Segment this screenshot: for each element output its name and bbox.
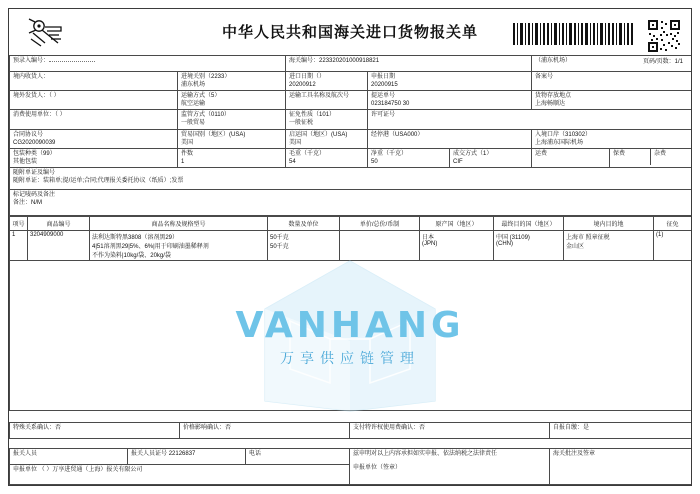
row-entry-numbers <box>10 56 692 72</box>
cell-item-price <box>340 230 420 260</box>
exempt-nature-label: 征免性质（101） <box>289 112 336 119</box>
cell-trade-country <box>178 129 286 148</box>
cell-goods-place <box>532 91 692 110</box>
bill-no-value: 023184750 30 <box>371 101 410 108</box>
cell-pieces <box>178 148 286 167</box>
items-blank-area <box>10 260 692 410</box>
pieces-value: 1 <box>181 158 185 165</box>
cell-special-relation: 特殊关系确认：否 <box>10 423 180 439</box>
cell-pre-entry-no <box>10 56 286 72</box>
row-contract <box>10 129 692 148</box>
transport-mode-value: 航空运输 <box>181 101 206 108</box>
cell-entry-customs <box>178 72 286 91</box>
cell-origin-country <box>286 129 368 148</box>
gross-weight-label: 毛重（千克） <box>289 150 326 157</box>
transit-port-label: 经停港（USA000） <box>371 131 424 138</box>
supervise-mode-value: 一般贸易 <box>181 120 206 127</box>
phone-label: 电话 <box>249 451 262 457</box>
declare-date-label: 申报日期 <box>371 74 396 80</box>
cell-transit-port <box>368 129 532 148</box>
cell-customs-seal <box>550 449 692 485</box>
declare-unit-value: （ ）万享进贸通（上海）报关有限公司 <box>38 467 143 473</box>
marks-label: 标记唛码及备注 <box>13 191 56 198</box>
item-qty-line1: 50千克 <box>270 234 289 241</box>
watermark-sub-text: 万享供应链管理 <box>279 351 420 367</box>
cell-declarant <box>10 449 128 465</box>
consignee-label: 境内收货人： <box>13 74 50 80</box>
overseas-shipper-label: 境外发货人：（ ） <box>13 93 60 100</box>
col-qty-unit: 数量及单位 <box>268 216 340 230</box>
cell-exempt-nature <box>286 110 368 129</box>
cell-gross-weight <box>286 148 368 167</box>
gross-weight-value: 54 <box>289 158 296 165</box>
cell-declare-unit <box>10 465 350 485</box>
cell-import-date <box>286 72 368 91</box>
cell-net-weight <box>368 148 450 167</box>
cell-transport-mode <box>178 91 286 110</box>
cell-overseas-shipper <box>10 91 178 110</box>
cell-vessel <box>286 91 368 110</box>
remark-value: 备注：N/M <box>13 200 42 207</box>
item-origin-line2: (JPN) <box>422 240 438 247</box>
col-domestic-dest: 境内目的地 <box>564 216 654 230</box>
row-overseas-shipper <box>10 91 692 110</box>
item-name-line2: 4|51溶剂黑29|5%、6%|用于印刷油墨稀释剂 <box>92 243 209 250</box>
items-empty-space <box>10 260 692 410</box>
import-date-value: 20200912 <box>289 82 316 89</box>
cell-declarant-cert <box>128 449 246 465</box>
package-type-value: 其他包装 <box>13 158 38 165</box>
qr-code-icon <box>647 19 681 53</box>
vessel-label: 运输工具名称及航次号 <box>289 93 350 100</box>
statement-text: 兹申明对以上内容承担如实申报、依法纳税之法律责任 <box>353 451 498 457</box>
col-tax: 征免 <box>654 216 692 230</box>
origin-country-label: 启运国（地区）(USA) <box>289 131 348 138</box>
customs-no-label: 海关编号： <box>289 58 320 64</box>
cell-attachments <box>10 167 692 189</box>
cell-misc <box>651 149 692 165</box>
cell-contract-no <box>10 129 178 148</box>
cell-royalty: 支付特许权使用费确认：否 <box>350 423 550 439</box>
watermark-main-text: VANHANG <box>235 305 465 346</box>
item-origin-line1: 日本 <box>422 234 435 241</box>
origin-country-value: 美国 <box>289 139 302 146</box>
transport-mode-label: 运输方式（5） <box>181 93 221 100</box>
col-dest: 最终目的国（地区） <box>494 216 564 230</box>
net-weight-label: 净重（千克） <box>371 150 408 157</box>
col-origin: 原产国（地区） <box>420 216 494 230</box>
cell-consumer-unit <box>10 110 178 129</box>
barcode <box>513 23 633 45</box>
net-weight-value: 50 <box>371 158 378 165</box>
declarant-cert-value: 22126837 <box>168 451 196 457</box>
declaration-form <box>8 8 692 486</box>
items-table <box>9 216 692 411</box>
cell-insurance-misc <box>610 148 692 167</box>
cell-marks-remarks <box>10 189 692 215</box>
supervise-mode-label: 监管方式（0110） <box>181 112 230 119</box>
cell-trade-term <box>450 148 532 167</box>
cell-bill-no <box>368 91 532 110</box>
item-domestic-line1: 上海市 照章征税 <box>566 234 610 241</box>
cell-consignee <box>10 72 178 91</box>
entry-port-value: 上海浦东国际机场 <box>535 139 584 146</box>
confirmations-table <box>9 422 692 439</box>
bill-no-label: 提运单号 <box>371 93 396 100</box>
col-price: 单价/总价/币制 <box>340 216 420 230</box>
declare-date-value: 20200915 <box>371 82 398 89</box>
pre-entry-no-value <box>49 61 95 62</box>
attachments-label: 随附单证及编号 <box>13 169 56 176</box>
cell-record-no <box>532 72 692 91</box>
exempt-nature-value: 一般征税 <box>289 120 314 127</box>
cell-item-qty <box>268 230 340 260</box>
row-consignee <box>10 72 692 91</box>
col-hs-code: 商品编号 <box>28 216 90 230</box>
freight-label: 运费 <box>535 150 548 157</box>
seal-label: 申报单位（签章） <box>353 465 402 472</box>
trade-term-value: CIF <box>453 158 463 165</box>
cell-entry-port <box>532 129 692 148</box>
item-qty-line3: 50千克 <box>270 243 289 250</box>
footer-table <box>9 448 692 485</box>
trade-country-value: 美国 <box>181 139 194 146</box>
customs-no-value: 223320201000918821 <box>319 58 380 64</box>
row-consumer-unit <box>10 110 692 129</box>
cell-item-no: 1 <box>10 230 28 260</box>
declare-unit-label: 申报单位 <box>13 467 38 473</box>
row-confirmations <box>10 423 692 439</box>
cell-item-tax: (1) <box>654 230 692 260</box>
port-label: （浦东机场） <box>535 58 572 64</box>
page-number: 页码/页数：1/1 <box>642 59 683 65</box>
cell-item-name <box>90 230 268 260</box>
insurance-label: 保费 <box>613 150 626 157</box>
misc-label: 杂费 <box>654 150 667 157</box>
row-attachments <box>10 167 692 189</box>
package-type-label: 包装种类（99） <box>13 150 56 157</box>
cell-item-domestic-dest <box>564 230 654 260</box>
items-header-row <box>10 216 692 230</box>
customs-seal-label: 海关批注及签章 <box>553 451 596 457</box>
cell-statement <box>350 449 550 485</box>
cell-freight <box>532 148 610 167</box>
cell-declare-date <box>368 72 532 91</box>
goods-place-label: 货物存放地点 <box>535 93 572 100</box>
cell-self-report: 自报自缴：是 <box>550 423 692 439</box>
cell-supervise-mode <box>178 110 286 129</box>
pieces-label: 件数 <box>181 150 194 157</box>
import-date-label: 进口日期（） <box>289 74 326 80</box>
item-dest-line2: (CHN) <box>496 240 513 247</box>
cell-customs-no <box>286 56 532 72</box>
declarant-label: 报关人员 <box>13 451 38 457</box>
attachments-value: 随附单证：装箱单;提/运单;合同;代理报关委托协议（纸质）;发票 <box>13 178 184 185</box>
contract-no-value: CG2020090039 <box>13 139 56 146</box>
contract-no-label: 合同协议号 <box>13 131 44 138</box>
cell-package-type <box>10 148 178 167</box>
license-no-label: 许可证号 <box>371 112 396 119</box>
trade-country-label: 贸易国别（地区）(USA) <box>181 131 246 138</box>
page-title: 中华人民共和国海关进口货物报关单 <box>221 23 478 41</box>
col-no: 项号 <box>10 216 28 230</box>
entry-customs-value: 浦东机场 <box>181 82 206 89</box>
item-name-line1: 法利达斯特黑3808（溶剂黑29） <box>92 234 179 241</box>
declarant-cert-label: 报关人员证号 <box>131 451 168 457</box>
item-name-line3: 不作为染料|10kg/袋、20kg/袋 <box>92 252 171 259</box>
cell-item-dest <box>494 230 564 260</box>
record-no-label: 备案号 <box>535 74 554 80</box>
col-name-spec: 商品名称及规格型号 <box>90 216 268 230</box>
cell-insurance <box>610 149 651 165</box>
cell-price-affect: 价格影响确认：否 <box>180 423 350 439</box>
consumer-unit-label: 消费使用单位：（ ） <box>13 112 66 119</box>
item-domestic-line2: 金山区 <box>566 243 585 250</box>
item-dest-line1: 中国 (31109) <box>496 234 530 241</box>
row-marks <box>10 189 692 215</box>
row-declarant <box>10 449 692 465</box>
entry-port-label: 入境口岸（310302） <box>535 131 592 138</box>
cell-item-origin <box>420 230 494 260</box>
cell-item-hs-code: 3204909000 <box>28 230 90 260</box>
goods-place-value: 上海畅顺达 <box>535 101 566 108</box>
cell-license-no <box>368 110 692 129</box>
trade-term-label: 成交方式（1） <box>453 150 493 157</box>
cell-phone <box>246 449 350 465</box>
table-row <box>10 230 692 260</box>
row-packing <box>10 148 692 167</box>
pre-entry-no-label: 预录入编号： <box>13 58 50 64</box>
fields-table <box>9 55 692 216</box>
entry-customs-label: 进境关别（2233） <box>181 74 231 80</box>
